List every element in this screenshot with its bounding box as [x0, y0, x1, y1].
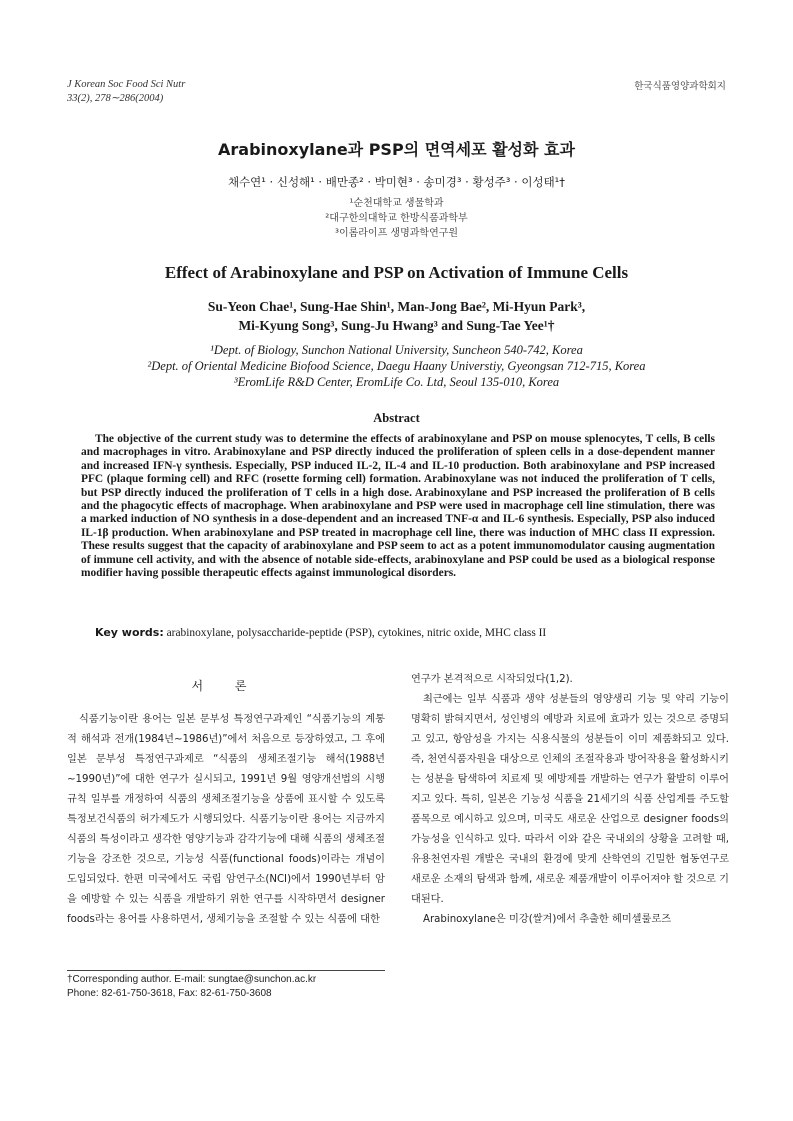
- society-name: 한국식품영양과학회지: [634, 81, 726, 92]
- keywords-label: Key words:: [95, 626, 164, 639]
- footnote: [67, 973, 385, 1001]
- korean-authors: 채수연¹ · 신성해¹ · 배만종² · 박미현³ · 송미경³ · 황성주³ · 이성태¹†: [227, 175, 566, 189]
- korean-title: Arabinoxylane과 PSP의 면역세포 활성화 효과: [218, 140, 575, 159]
- author-contact: Phone: 82-61-750-3618, Fax: 82-61-750-3608: [67, 988, 272, 999]
- intro-paragraph-continued: 연구가 본격적으로 시작되었다(1,2).: [411, 674, 573, 685]
- intro-paragraph-1: 식품기능이란 용어는 일본 문부성 특정연구과제인 “식품기능의 계통적 해석과 전개(1984년∼1986년)”에서 처음으로 등장하였고, 그 후에 일본 문부성 특정연구과제로 “식품의 생체조절기능 해석(1988년∼1990년)”에 대한 연구가 실시되고, 1991년 9월 영양개선법의 시행규칙 일부를 개정하여 식품의 생체조절기능을 상품에 표시할 수 있도록 특정보건식품의 허가제도가 시행되었다. 식품기능이란 용어는 지금까지 식품의 특성이라고 생각한 영양기능과 감각기능에 대해 식품의 생체조절기능을 강조한 것으로, 기능성 식품(functional foods)이라는 개념이 도입되었다. 한편 미국에서도 국립 암연구소(NCI)에서 1990년부터 암을 예방할 수 있는 식품을 개발하기 위한 연구를 시작하면서 designer foods라는 용어를 사용하면서, 생체기능을 조절할 수 있는 식품에 대한: [67, 714, 385, 925]
- abstract-text: The objective of the current study was to determine the effects of arabinoxylane and PSP on mouse splenocytes, T cells, B cells and macrophages in vitro. Arabinoxylane and PSP directly induced the proliferation of spleen cells in a dose-dependent manner and increased IFN-γ synthesis. Especially, PSP induced IL-2, IL-4 and IL-10 production. Both arabinoxylane and PSP increased PFC (plaque forming cell) and RFC (rosette forming cell) formation. Arabinoxylane was not induced the proliferation of T cells, but PSP directly induced the proliferation of T cells in a high dose. Arabinoxylane and PSP increased the proliferation of B cells and the phagocytic effects of macrophage. When arabinoxylane and PSP were used in macrophage cell line stimulation, there was a marked induction of NO synthesis in a dose-dependent and an increased TNF-α and IL-6 synthesis. Especially, PSP also induced IL-1β production. When arabinoxylane and PSP treated in macrophage cell line, there was induction of MHC class II expression. These results suggest that the capacity of arabinoxylane and PSP seem to act as a potent immunomodulator causing augmentation of immune cell activity, and with the absence of notable side-effects, arabinoxylane and PSP could be used as a biological response modifier having possible therapeutic effects against immunological disorders.: [81, 433, 715, 580]
- korean-affiliation-3: ³이롬라이프 생명과학연구원: [334, 228, 459, 239]
- journal-name: J Korean Soc Food Sci Nutr: [67, 79, 186, 90]
- intro-paragraph-3: Arabinoxylane은 미강(쌀겨)에서 추출한 헤미셀룰로즈: [423, 914, 672, 925]
- english-affiliation-2: ²Dept. of Oriental Medicine Biofood Science, Daegu Haany Universtiy, Gyeongsan 712-715, Korea: [147, 359, 646, 373]
- abstract-heading: Abstract: [373, 411, 420, 425]
- abstract-body: [81, 433, 715, 580]
- section-title-introduction: 서 론: [191, 679, 261, 693]
- keywords: [95, 626, 715, 639]
- intro-paragraph-2: 최근에는 일부 식품과 생약 성분들의 영양생리 기능 및 약리 기능이 명확히 밝혀지면서, 성인병의 예방과 치료에 효과가 있는 것으로 증명되고 있고, 항암성을 가지는 식용식물의 성분들이 이미 제품화되고 있다. 즉, 천연식품자원을 대상으로 인체의 조절작용과 방어작용을 활성화시키는 성분을 탐색하여 치료제 및 예방제를 개발하는 연구가 활발히 이루어지고 있다. 특히, 일본은 기능성 식품을 21세기의 식품 산업계를 주도할 품목으로 예시하고 있으며, 미국도 새로운 산업으로 designer foods의 가능성을 인식하고 있다. 따라서 이와 같은 국내외의 상황을 고려할 때, 유용천연자원 개발은 국내의 환경에 맞게 산학연의 긴밀한 협동연구로 새로운 소재의 탐색과 함께, 새로운 제품개발이 이루어져야 할 것으로 기대된다.: [411, 694, 729, 905]
- journal-header: [67, 78, 185, 106]
- english-affiliations: [0, 342, 793, 390]
- english-affiliation-1: ¹Dept. of Biology, Sunchon National University, Suncheon 540-742, Korea: [210, 343, 583, 357]
- english-title: Effect of Arabinoxylane and PSP on Activation of Immune Cells: [164, 263, 629, 282]
- korean-affiliation-2: ²대구한의대학교 한방식품과학부: [325, 213, 468, 224]
- korean-affiliation-1: ¹순천대학교 생물학과: [349, 198, 444, 209]
- journal-volume: 33(2), 278∼286(2004): [67, 93, 164, 104]
- english-affiliation-3: ³EromLife R&D Center, EromLife Co. Ltd, Seoul 135-010, Korea: [233, 375, 560, 389]
- korean-affiliations: [0, 196, 793, 241]
- footnote-rule: [67, 970, 385, 971]
- corresponding-author: †Corresponding author. E-mail: sungtae@sunchon.ac.kr: [67, 974, 317, 985]
- intro-left-column: [67, 710, 385, 930]
- english-authors-line-1: Su-Yeon Chae¹, Sung-Hae Shin¹, Man-Jong Bae², Mi-Hyun Park³,: [207, 299, 586, 314]
- intro-right-column: [411, 670, 729, 930]
- keywords-list: arabinoxylane, polysaccharide-peptide (PSP), cytokines, nitric oxide, MHC class II: [166, 627, 547, 639]
- english-authors: [0, 297, 793, 335]
- english-authors-line-2: Mi-Kyung Song³, Sung-Ju Hwang³ and Sung-Tae Yee¹†: [238, 318, 555, 333]
